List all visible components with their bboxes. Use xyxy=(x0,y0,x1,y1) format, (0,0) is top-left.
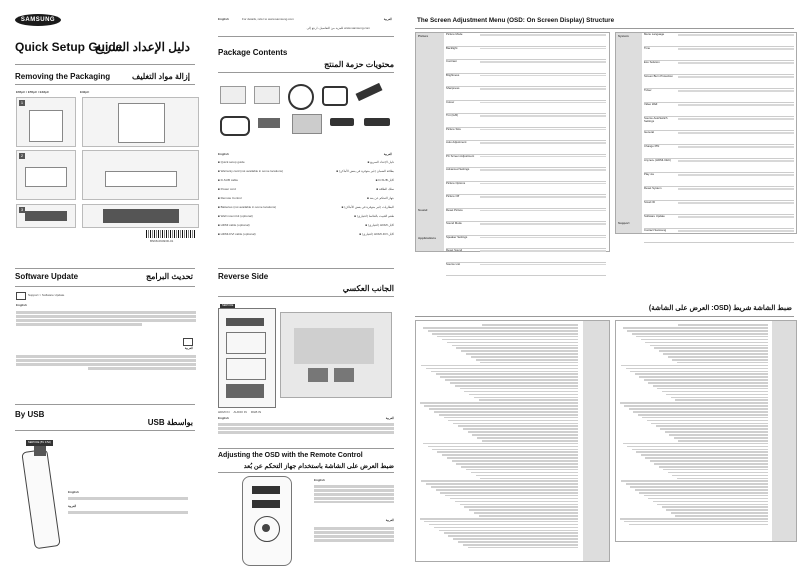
reverse-remote-panel xyxy=(210,264,402,568)
osd-row: Reset Picture xyxy=(446,209,606,223)
section-support: Support xyxy=(618,221,630,225)
osd-row: Eco Solution xyxy=(644,61,794,75)
package-item: كابل HDMI-DVI (اختياري) ■ xyxy=(359,232,394,236)
osd-row: Auto Adjustment xyxy=(446,141,606,155)
divider xyxy=(15,84,195,85)
package-item: سلك الطاقة ■ xyxy=(376,187,394,191)
arabic-label: العربية xyxy=(383,17,392,21)
package-item: جهاز التحكم عن بعد ■ xyxy=(367,196,394,200)
back-panel-illustration xyxy=(218,302,394,410)
divider xyxy=(15,268,195,269)
package-item: طقم التثبيت بالحائط (اختياري) ■ xyxy=(354,214,394,218)
osd-row: Anynet+ (HDMI-CEC) xyxy=(644,159,794,173)
step-3b-illustration xyxy=(82,204,199,228)
osd-row: Sound Mode xyxy=(446,222,606,236)
package-item: كابل HDMI (اختياري) ■ xyxy=(365,223,394,227)
usb-title-en: By USB xyxy=(15,410,45,419)
step-2-illustration: 2 xyxy=(16,150,76,200)
package-item: ■ Remote Control xyxy=(218,196,242,200)
package-title-ar: محتويات حزمة المنتج xyxy=(324,60,394,69)
guide-title-ar: دليل الإعداد السريع xyxy=(95,40,190,54)
osd-ar-col-left xyxy=(415,320,610,562)
port-hdmi: HDMI IN xyxy=(218,410,230,414)
osd-row: Time xyxy=(644,47,794,61)
usb-service-label: SERVICE (5V 0.5A) xyxy=(28,441,52,444)
osd-row: Picture Options xyxy=(446,182,606,196)
divider xyxy=(218,448,394,449)
osd-row: Change PIN xyxy=(644,145,794,159)
step-2b-illustration xyxy=(82,150,199,200)
package-item: البطاريات (غير متوفرة في بعض الأماكن) ■ xyxy=(341,205,394,209)
osd-row: Play via xyxy=(644,173,794,187)
usb-ar-heading: العربية xyxy=(68,504,77,508)
osd-row: Reset System xyxy=(644,187,794,201)
osd-ar-col-right xyxy=(615,320,797,542)
quick-setup-panel xyxy=(0,0,205,262)
remote-ar-heading: العربية xyxy=(385,518,394,522)
package-item: كابل D-SUB ■ xyxy=(375,178,394,182)
osd-col1 xyxy=(415,32,610,266)
menu-icon xyxy=(183,338,193,346)
usb-title-ar: بواسطة USB xyxy=(147,418,193,427)
step-1-illustration: 1 xyxy=(16,97,76,147)
divider xyxy=(218,268,394,269)
guide-title-en: Quick Setup Guide xyxy=(15,40,123,54)
menu-icon xyxy=(16,292,26,300)
usb-port-illustration xyxy=(20,436,64,556)
barcode-text: BN68-09493D-01 xyxy=(150,239,174,243)
package-item: ■ Wall mount kit (optional) xyxy=(218,214,253,218)
software-update-title-en: Software Update xyxy=(15,272,79,281)
models-label-b: E32pC xyxy=(80,90,90,94)
url-en: For details, refer to www.samsung.com xyxy=(242,17,294,21)
osd-col1-rows xyxy=(446,33,606,276)
reverse-ar-heading: العربية xyxy=(385,416,394,420)
osd-row: Colour xyxy=(446,101,606,115)
package-list-en xyxy=(218,160,310,241)
package-en-heading: English xyxy=(218,152,229,156)
url-ar: www.samsung.com للمزيد من التفاصيل، ارجع إلى xyxy=(306,26,370,30)
divider xyxy=(15,404,195,405)
osd-row: Picture Size xyxy=(446,128,606,142)
package-item: ■ Quick setup guide xyxy=(218,160,245,164)
package-item: بطاقة الضمان (غير متوفرة في بعض الأماكن) ■ xyxy=(336,169,394,173)
divider xyxy=(218,72,394,73)
divider xyxy=(218,36,394,37)
reverse-title-en: Reverse Side xyxy=(218,272,269,281)
osd-row: Contrast xyxy=(446,60,606,74)
software-update-title-ar: تحديث البرامج xyxy=(145,272,193,281)
port-labels-row xyxy=(218,410,394,414)
remote-title-en: Adjusting the OSD with the Remote Control xyxy=(218,452,363,459)
package-list-ar xyxy=(309,160,394,241)
step-3-illustration: 3 xyxy=(16,204,76,228)
barcode xyxy=(146,230,196,238)
package-panel xyxy=(210,0,402,262)
software-update-panel xyxy=(0,264,205,568)
su-ar-heading: العربية xyxy=(184,346,193,350)
port-service: SERVICE xyxy=(222,304,234,307)
package-item: ■ Warranty card (not available in some locations) xyxy=(218,169,284,173)
osd-row: Screen Burn Protection xyxy=(644,75,794,89)
port-audio: AUDIO IN xyxy=(233,410,247,414)
divider xyxy=(218,296,394,297)
package-items-illustration xyxy=(218,80,394,140)
osd-row: Speaker Settings xyxy=(446,236,606,250)
osd-row: Advanced Settings xyxy=(446,168,606,182)
osd-arabic-panel xyxy=(407,264,802,568)
osd-row: Sharpness xyxy=(446,87,606,101)
remote-illustration xyxy=(222,476,310,564)
package-item: ■ Power cord xyxy=(218,187,236,191)
port-rgb: RGB IN xyxy=(250,410,262,414)
divider xyxy=(218,472,394,473)
reverse-title-ar: الجانب العكسي xyxy=(342,284,394,293)
divider xyxy=(415,316,794,317)
remote-en-heading: English xyxy=(314,478,325,482)
osd-row: Ticker xyxy=(644,89,794,103)
usb-en-heading: English xyxy=(68,490,79,494)
osd-row: Smart ID xyxy=(644,201,794,215)
package-item: ■ Batteries (not available in some locations) xyxy=(218,205,277,209)
osd-row: Picture Mode xyxy=(446,33,606,47)
package-title-en: Package Contents xyxy=(218,48,288,57)
osd-row: Brightness xyxy=(446,74,606,88)
osd-row: Source List xyxy=(446,263,606,277)
reverse-en-heading: English xyxy=(218,416,229,420)
su-ar-text xyxy=(16,354,196,371)
osd-row: PC Screen Adjustment xyxy=(446,155,606,169)
package-item: دليل الإعداد السريع ■ xyxy=(367,160,394,164)
osd-title-en: The Screen Adjustment Menu (OSD: On Screen Display) Structure xyxy=(417,17,615,24)
su-en-heading: English xyxy=(16,303,27,307)
section-system: System xyxy=(618,34,629,38)
osd-row: Tint (G/R) xyxy=(446,114,606,128)
divider xyxy=(15,64,195,65)
osd-row: Video Wall xyxy=(644,103,794,117)
samsung-logo: SAMSUNG xyxy=(15,14,61,26)
remote-title-ar: ضبط العرض على الشاشة باستخدام جهاز التحكم عن بُعد xyxy=(243,463,394,470)
package-item: ■ D-SUB cable xyxy=(218,178,238,182)
osd-row: Menu Language xyxy=(644,33,794,47)
osd-title-ar: ضبط الشاشة شريط (OSD: العرض على الشاشة) xyxy=(648,305,792,312)
osd-row: Source AutoSwitch Settings xyxy=(644,117,794,131)
osd-row: General xyxy=(644,131,794,145)
su-en-text xyxy=(16,310,196,327)
osd-row: Reset Sound xyxy=(446,249,606,263)
osd-col2-rows xyxy=(644,33,794,243)
section-applications: Applications xyxy=(418,236,437,240)
divider xyxy=(15,286,195,287)
removing-title-en: Removing the Packaging xyxy=(15,72,111,81)
english-label: English xyxy=(218,17,229,21)
osd-col2 xyxy=(615,32,797,234)
osd-structure-panel xyxy=(407,0,802,266)
package-ar-heading: العربية xyxy=(383,152,392,156)
package-item: ■ HDMI cable (optional) xyxy=(218,223,250,227)
osd-row: Software Update xyxy=(644,215,794,229)
removing-title-ar: إزالة مواد التغليف xyxy=(132,72,190,81)
divider xyxy=(15,430,195,431)
models-label-a: E65pC / E55pC / E48pC xyxy=(16,90,50,94)
section-picture: Picture xyxy=(418,34,429,38)
divider xyxy=(415,28,794,29)
osd-row: Picture Off xyxy=(446,195,606,209)
osd-row: Backlight xyxy=(446,47,606,61)
osd-row: Contact Samsung xyxy=(644,229,794,243)
nav-path-en: Support > Software Update xyxy=(28,293,65,297)
step-box-illustration xyxy=(82,97,199,147)
section-sound: Sound xyxy=(418,208,428,212)
package-item: ■ HDMI-DVI cable (optional) xyxy=(218,232,256,236)
